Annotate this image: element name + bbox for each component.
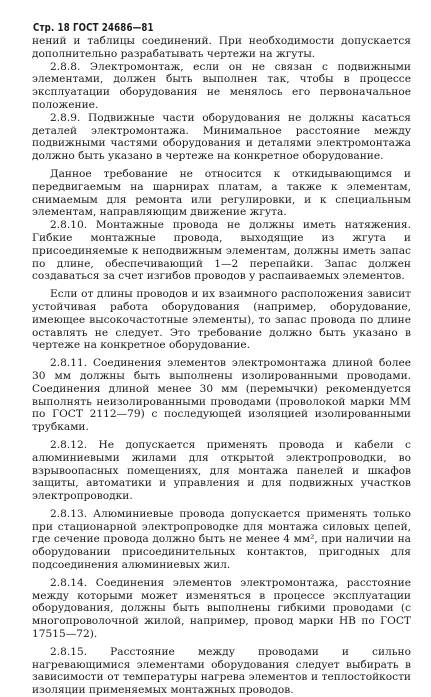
paragraph-2-8-8: 2.8.8. Электромонтаж, если он не связан с подвижными элементами, должен быть выполнен так, чтобы в процессе эксплуатации оборудования не менялось его первоначальное положение. <box>32 60 411 111</box>
paragraph-2-8-11: 2.8.11. Соединения элементов электромонтажа длиной более 30 мм должны быть выполнены изолированными проводами. Соединения длиной менее 30 мм (перемычки) рекомендуется выполнять неизолированными проводами (проволокой марки ММ по ГОСТ 2112—79) с последующей изоляцией изолированными трубками. <box>32 357 411 434</box>
paragraph-2-8-9: 2.8.9. Подвижные части оборудования не должны касаться деталей электромонтажа. Минимальное расстояние между подвижными частями оборудования и деталями электромонтажа должно быть указано в чертеже на конкретное оборудование. <box>32 111 411 163</box>
paragraph-2-8-10: 2.8.10. Монтажные провода не должны иметь натяжения. Гибкие монтажные провода, выходящие из жгута и присоединяемые к неподвижным элементам, должны иметь запас по длине, обеспечивающий 1—2 перепайки. Запас должен создаваться за счет изгибов проводов у распаиваемых элементов. <box>32 219 411 283</box>
paragraph-2-8-13: 2.8.13. Алюминиевые провода допускается применять только при стационарной электропроводке для монтажа силовых цепей, где сечение провода должно быть не менее 4 мм², при наличии на оборудовании присоединительных контактов, пригодных для подсоединения алюминиевых жил. <box>32 507 411 572</box>
paragraph-2-8-10-note: Если от длины проводов и их взаимного расположения зависит устойчивая работа оборудования (например, оборудование, имеющее высокочастотные элементы), то запас провода по длине оставлять не следует. Это требование должно быть указано в чертеже на конкретное оборудование. <box>32 288 411 352</box>
paragraph-continuation: нений и таблицы соединений. При необходимости допускается дополнительно разрабатывать чертежи на жгуты. <box>32 35 411 60</box>
page-header: Стр. 18 ГОСТ 24686—81 <box>33 22 154 34</box>
page-body <box>32 35 411 697</box>
paragraph-2-8-9-note: Данное требование не относится к откидывающимся и передвигаемым на шарнирах платам, а также к элементам, снимаемым для ремонта или регулировки, и к специальным элементам, направляющим движение жгута. <box>32 167 411 219</box>
paragraph-2-8-14: 2.8.14. Соединения элементов электромонтажа, расстояние между которыми может изменяться в процессе эксплуатации оборудования, должны быть выполнены гибкими проводами (с многопроволочной жилой, например, провод марки НВ по ГОСТ 17515—72). <box>32 576 411 641</box>
paragraph-2-8-12: 2.8.12. Не допускается применять провода и кабели с алюминиевыми жилами для открытой электропроводки, во взрывоопасных помещениях, для монтажа панелей и шкафов защиты, автоматики и управления и для подвижных участков электропроводки. <box>32 438 411 503</box>
paragraph-2-8-15: 2.8.15. Расстояние между проводами и сильно нагревающимися элементами оборудования следует выбирать в зависимости от температуры нагрева элементов и теплостойкости изоляции применяемых монтажных проводов. <box>32 645 411 697</box>
